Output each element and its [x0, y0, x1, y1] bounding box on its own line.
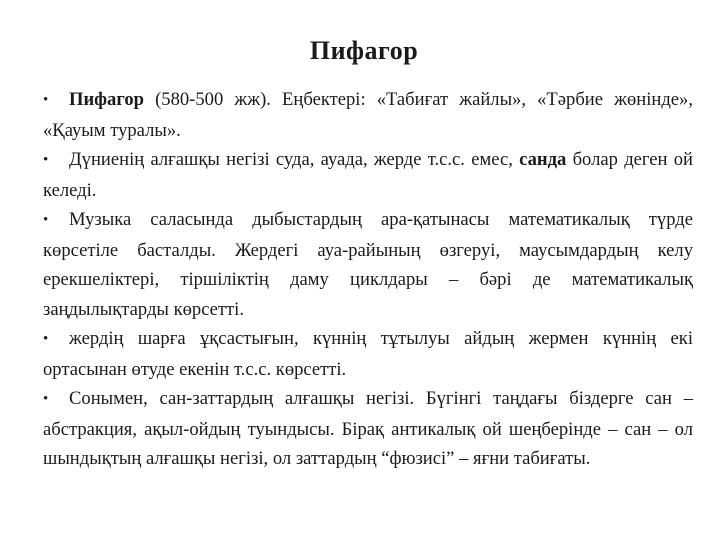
bullet-icon: • [43, 92, 49, 108]
bullet-list [43, 85, 693, 474]
slide-title [0, 36, 720, 66]
bullet-item-bold-name: Пифагор [69, 89, 144, 110]
bullet-item-text: (580-500 жж). Еңбектері: «Табиғат жайлы», «Тәрбие жөнінде», «Қауым туралы». [43, 89, 693, 141]
bullet-item-text-after: болар деген ой келеді. [43, 149, 693, 201]
bullet-icon: • [43, 212, 49, 228]
bullet-item-music-mathematics [43, 205, 693, 324]
bullet-item-text: жердің шарға ұқсастығын, күннің тұтылуы айдың жермен күннің екі ортасынан өтуде екенін т.с.с. көрсетті. [43, 328, 693, 380]
bullet-item-bold-word: санда [519, 149, 567, 170]
bullet-item-earth-sphere [43, 324, 693, 384]
bullet-icon: • [43, 152, 49, 168]
bullet-item-number-essence [43, 384, 693, 474]
bullet-icon: • [43, 331, 49, 347]
bullet-item-text-before: Дүниенің алғашқы негізі суда, ауада, жерде т.с.с. емес, [69, 149, 520, 170]
bullet-item-text: Сонымен, сан-заттардың алғашқы негізі. Бүгінгі таңдағы біздерге сан – абстракция, ақыл-ойдың туындысы. Бірақ антикалық ой шеңберінде – сан – ол шындықтың алғашқы негізі, ол заттардың “фюзисі” – яғни табиғаты. [43, 388, 693, 469]
bullet-item-text: Музыка саласында дыбыстардың ара-қатынасы математикалық түрде көрсетіле басталды. Жердегі ауа-райының өзгеруі, маусымдардың келу ерекшеліктері, тіршіліктің даму циклдары – бәрі де математикалық заңдылықтарды көрсетті. [43, 209, 693, 320]
bullet-item-pythagoras-works [43, 85, 693, 145]
bullet-icon: • [43, 391, 49, 407]
slide-title-text: Пифагор [309, 36, 419, 65]
bullet-item-first-principle [43, 145, 693, 205]
